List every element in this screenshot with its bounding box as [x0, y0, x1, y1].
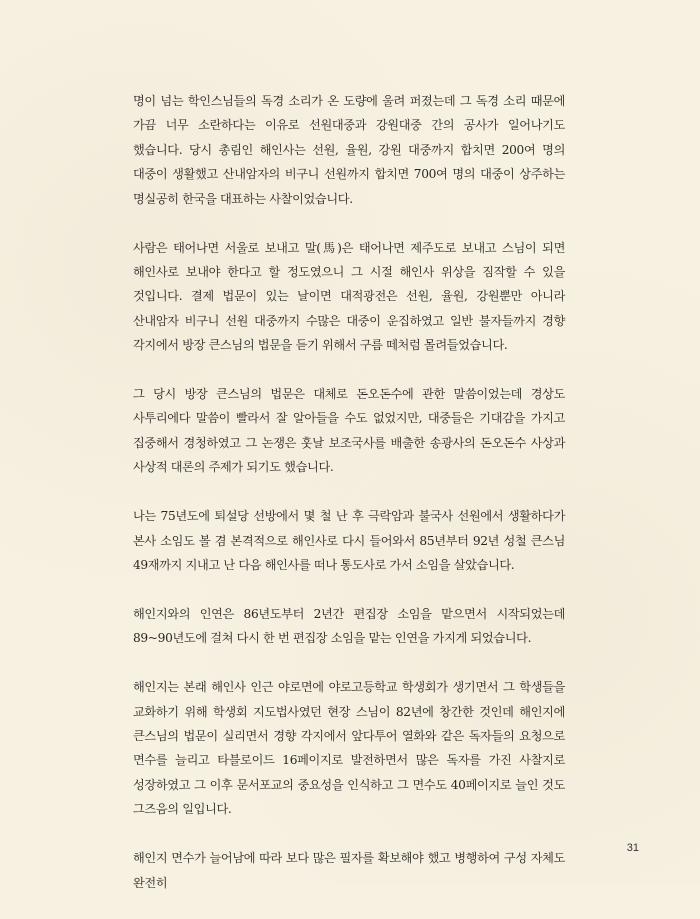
paragraph-1: 명이 넘는 학인스님들의 독경 소리가 온 도량에 울려 퍼졌는데 그 독경 소리 때문에 가끔 너무 소란하다는 이유로 선원대중과 강원대중 간의 공사가 일어나기도 했습니다. 당시 총림인 해인사는 선원, 율원, 강원 대중까지 합치면 200여 명의 대중이 생활했고 산내암자의 비구니 선원까지 합치면 700여 명의 대중이 상주하는 명실공히 한국을 대표하는 사찰이었습니다. — [133, 94, 565, 206]
body-text — [133, 89, 565, 919]
page-number: 31 — [626, 842, 639, 854]
paragraph-5: 해인지와의 인연은 86년도부터 2년간 편집장 소임을 맡으면서 시작되었는데 89~90년도에 걸쳐 다시 한 번 편집장 소임을 맡는 인연을 가지게 되었습니다. — [133, 606, 565, 646]
paragraph-3: 그 당시 방장 큰스님의 법문은 대체로 돈오돈수에 관한 말씀이었는데 경상도 사투리에다 말씀이 빨라서 잘 알아들을 수도 없었지만, 대중들은 기대감을 가지고 집중해서 경청하였고 그 논쟁은 훗날 보조국사를 배출한 송광사의 돈오돈수 사상과 사상적 대론의 주제가 되기도 했습니다. — [133, 387, 565, 475]
paragraph-4: 나는 75년도에 퇴설당 선방에서 몇 철 난 후 극락암과 불국사 선원에서 생활하다가 본사 소임도 볼 겸 본격적으로 해인사로 다시 들어와서 85년부터 92년 성철 큰스님 49재까지 지내고 난 다음 해인사를 떠나 통도사로 가서 소임을 살았습니다. — [133, 509, 565, 572]
paragraph-2: 사람은 태어나면 서울로 보내고 말(馬)은 태어나면 제주도로 보내고 스님이 되면 해인사로 보내야 한다고 할 정도였으니 그 시절 해인사 위상을 짐작할 수 있을 것입니다. 결제 법문이 있는 날이면 대적광전은 선원, 율원, 강원뿐만 아니라 산내암자 비구니 선원 대중까지 수많은 대중이 운집하였고 일반 불자들까지 경향 각지에서 방장 큰스님의 법문을 듣기 위해서 구름 떼처럼 몰려들었습니다. — [133, 240, 565, 353]
paragraph-6: 해인지는 본래 해인사 인근 야로면에 야로고등학교 학생회가 생기면서 그 학생들을 교화하기 위해 학생회 지도법사였던 현장 스님이 82년에 창간한 것인데 해인지에 큰스님의 법문이 실리면서 경향 각지에서 앞다투어 열화와 같은 독자들의 요청으로 면수를 늘리고 타블로이드 16페이지로 발전하면서 많은 독자를 가진 사찰지로 성장하였고 그 이후 문서포교의 중요성을 인식하고 그 면수도 40페이지로 늘인 것도 그즈음의 일입니다. — [133, 680, 565, 817]
paragraph-7: 해인지 면수가 늘어남에 따라 보다 많은 필자를 확보해야 했고 병행하여 구성 자체도 완전히 — [133, 851, 565, 890]
